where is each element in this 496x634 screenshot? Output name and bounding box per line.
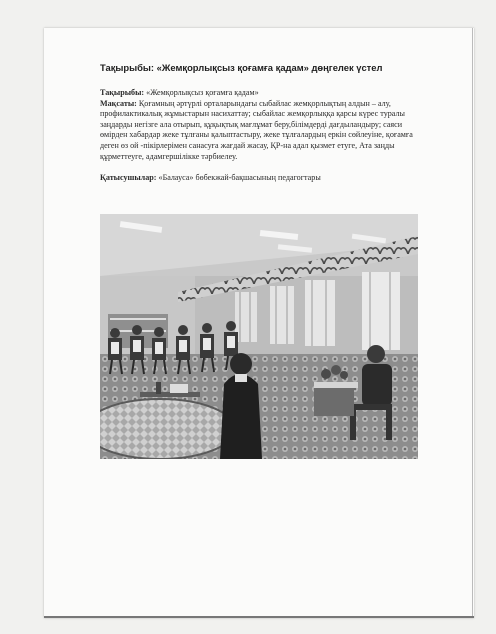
photo-illustration bbox=[100, 214, 418, 459]
participants-line bbox=[100, 173, 418, 184]
goal-text: Қоғамның әртүрлі орталарындағы сыбайлас жемқорлықтың алдын – алу, профилактикалық жұмыстарын насихаттау; сыбайлас жемқорлыққа қарсы күрес туралы заңдарды негізге ала отырып, құқықтық мағлұмат беру,білімдерді дағдыландыру; саяси өмірден хабардар жеке тұлғаны қалыптастыру, жеке тұлғалардың еркін сөйлеуіне, қоғамға деген өз ой -пікірлерімен санасуға жағдай жасау, ҚР-на адал қызмет етуге, Ата заңды құрметтеуге, адамгершілікке тәрбиелеу. bbox=[100, 98, 413, 161]
topic-label: Тақырыбы: bbox=[100, 88, 145, 97]
topic-value: «Жемқорлықсыз қоғамға қадам» bbox=[146, 88, 259, 97]
participants-value: «Балауса» бөбекжай-бақшасының педагогтары bbox=[158, 173, 321, 183]
document-body bbox=[100, 88, 418, 184]
page-title bbox=[100, 62, 440, 73]
goal-paragraph bbox=[100, 99, 418, 163]
topic-line bbox=[100, 88, 418, 99]
page-edge bbox=[472, 28, 473, 618]
page-edge bbox=[44, 616, 474, 618]
round-table-photo bbox=[100, 214, 418, 459]
goal-label: Мақсаты: bbox=[100, 98, 137, 108]
title-text: «Жемқорлықсыз қоғамға қадам» дөңгелек үстел bbox=[156, 62, 383, 73]
participants-label: Қатысушылар: bbox=[100, 173, 157, 183]
title-label: Тақырыбы: bbox=[100, 62, 155, 73]
